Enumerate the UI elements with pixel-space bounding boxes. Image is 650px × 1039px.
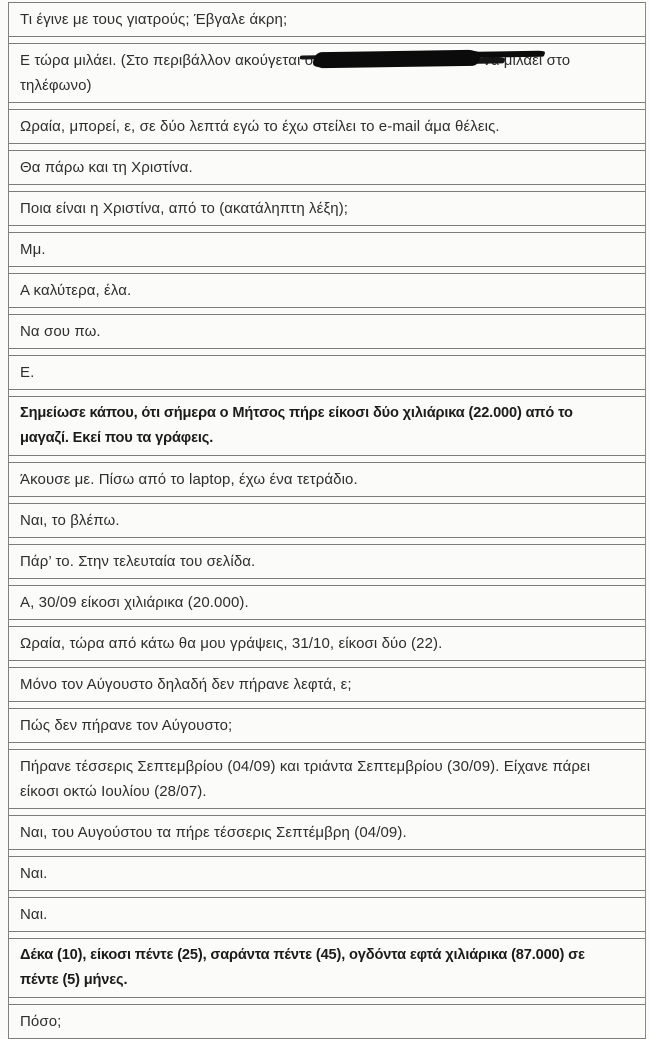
utterance-line <box>20 196 639 221</box>
utterance-text: Πήρανε τέσσερις Σεπτεμβρίου (04/09) και τριάντα Σεπτεμβρίου (30/09). Είχανε πάρει <box>20 758 591 775</box>
utterance-line <box>20 237 639 262</box>
redaction-scribble <box>314 50 480 69</box>
utterance-text: να μιλάει στο <box>483 52 571 69</box>
transcript-row <box>9 1004 645 1039</box>
utterance-line <box>20 713 639 738</box>
utterance-line <box>20 7 639 32</box>
utterance-text: είκοσι οκτώ Ιουλίου (28/07). <box>20 783 207 800</box>
utterance-line <box>20 968 639 993</box>
utterance-text: Θα πάρω και τη Χριστίνα. <box>20 159 193 176</box>
utterance-text: Ε τώρα μιλάει. (Στο περιβάλλον ακούγεται ο <box>20 52 314 69</box>
utterance-text: Μμ. <box>20 241 46 258</box>
transcript-row <box>9 462 645 497</box>
utterance-line <box>20 590 639 615</box>
utterance-line <box>20 360 639 385</box>
utterance-text: Μόνο τον Αύγουστο δηλαδή δεν πήρανε λεφτά, ε; <box>20 676 352 693</box>
transcript-row <box>9 708 645 743</box>
utterance-line <box>20 48 639 73</box>
utterance-text: Ωραία, τώρα από κάτω θα μου γράψεις, 31/10, είκοσι δύο (22). <box>20 635 443 652</box>
transcript-row <box>9 43 645 103</box>
transcript-row <box>9 109 645 144</box>
utterance-text: Ε. <box>20 364 35 381</box>
utterance-line <box>20 754 639 779</box>
utterance-text: Ναι. <box>20 906 48 923</box>
utterance-text: Α, 30/09 είκοσι χιλιάρικα (20.000). <box>20 594 249 611</box>
transcript-row <box>9 938 645 998</box>
utterance-text: Δέκα (10), είκοσι πέντε (25), σαράντα πέντε (45), ογδόντα εφτά χιλιάρικα (87.000) σε <box>20 947 585 963</box>
utterance-line <box>20 73 639 98</box>
utterance-text: Να σου πω. <box>20 323 101 340</box>
utterance-line <box>20 426 639 451</box>
utterance-line <box>20 943 639 968</box>
utterance-text: Ναι, του Αυγούστου τα πήρε τέσσερις Σεπτέμβρη (04/09). <box>20 824 407 841</box>
transcript-row <box>9 897 645 932</box>
transcript-row <box>9 396 645 456</box>
utterance-line <box>20 319 639 344</box>
utterance-text: Τι έγινε με τους γιατρούς; Έβγαλε άκρη; <box>20 11 288 28</box>
transcript-table <box>8 2 646 1039</box>
transcript-row <box>9 667 645 702</box>
utterance-text: τηλέφωνο) <box>20 77 92 94</box>
utterance-text: Πώς δεν πήρανε τον Αύγουστο; <box>20 717 233 734</box>
utterance-text: Α καλύτερα, έλα. <box>20 282 132 299</box>
transcript-row <box>9 355 645 390</box>
transcript-row <box>9 191 645 226</box>
utterance-line <box>20 902 639 927</box>
utterance-line <box>20 114 639 139</box>
transcript-row <box>9 232 645 267</box>
utterance-text: Άκουσε με. Πίσω από το laptop, έχω ένα τετράδιο. <box>20 471 358 488</box>
utterance-line <box>20 278 639 303</box>
utterance-text: μαγαζί. Εκεί που τα γράφεις. <box>20 430 214 446</box>
transcript-row <box>9 626 645 661</box>
utterance-line <box>20 549 639 574</box>
utterance-line <box>20 467 639 492</box>
utterance-line <box>20 1009 639 1034</box>
transcript-row <box>9 273 645 308</box>
utterance-text: Ωραία, μπορεί, ε, σε δύο λεπτά εγώ το έχω στείλει το e-mail άμα θέλεις. <box>20 118 500 135</box>
transcript-row <box>9 856 645 891</box>
utterance-text: Πάρ’ το. Στην τελευταία του σελίδα. <box>20 553 256 570</box>
transcript-row <box>9 314 645 349</box>
utterance-text: Πόσο; <box>20 1013 62 1030</box>
utterance-line <box>20 508 639 533</box>
transcript-row <box>9 815 645 850</box>
transcript-row <box>9 749 645 809</box>
transcript-row <box>9 150 645 185</box>
utterance-line <box>20 820 639 845</box>
utterance-text: Ναι, το βλέπω. <box>20 512 120 529</box>
utterance-line <box>20 631 639 656</box>
utterance-line <box>20 672 639 697</box>
utterance-line <box>20 401 639 426</box>
utterance-text: Ποια είναι η Χριστίνα, από το (ακατάληπτη λέξη); <box>20 200 349 217</box>
transcript-row <box>9 544 645 579</box>
utterance-text: Σημείωσε κάπου, ότι σήμερα ο Μήτσος πήρε είκοσι δύο χιλιάρικα (22.000) από το <box>20 405 573 421</box>
transcript-row <box>9 503 645 538</box>
utterance-line <box>20 861 639 886</box>
transcript-row <box>9 585 645 620</box>
utterance-line <box>20 779 639 804</box>
utterance-text: Ναι. <box>20 865 48 882</box>
scanned-document-page <box>0 2 650 1038</box>
utterance-line <box>20 155 639 180</box>
utterance-text: πέντε (5) μήνες. <box>20 972 128 988</box>
transcript-row <box>9 2 645 37</box>
